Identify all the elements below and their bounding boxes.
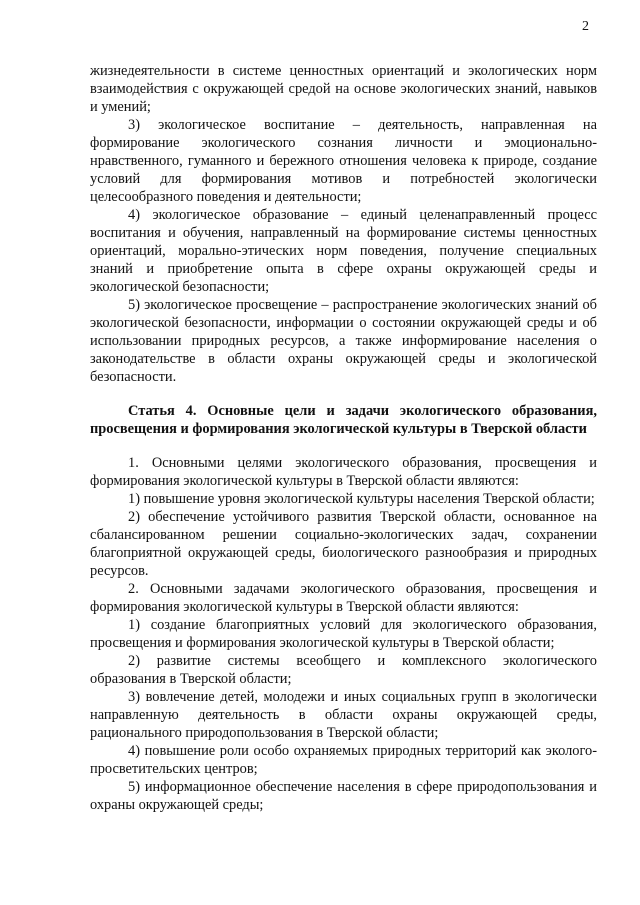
paragraph: 1. Основными целями экологического образования, просвещения и формирования экологической культуры в Тверской области являются:: [90, 455, 597, 489]
paragraph: 2) развитие системы всеобщего и комплексного экологического образования в Тверской области;: [90, 653, 597, 687]
paragraph: 5) экологическое просвещение – распространение экологических знаний об экологической безопасности, информации о состоянии окружающей среды и об использовании природных ресурсов, а также информирование населения о законодательстве в области охраны окружающей среды и экологической безопасности.: [90, 297, 597, 385]
article-heading: Статья 4. Основные цели и задачи экологического образования, просвещения и формирования экологической культуры в Тверской области: [90, 403, 597, 437]
paragraph: 1) создание благоприятных условий для экологического образования, просвещения и формирования экологической культуры в Тверской области;: [90, 617, 597, 651]
paragraph: 2) обеспечение устойчивого развития Тверской области, основанное на сбалансированном решении социально-экологических задач, сохранении благоприятной окружающей среды, биологического разнообразия и природных ресурсов.: [90, 509, 597, 579]
paragraph: 3) вовлечение детей, молодежи и иных социальных групп в экологически направленную деятельность в области охраны окружающей среды, рационального природопользования в Тверской области;: [90, 689, 597, 741]
paragraph: жизнедеятельности в системе ценностных ориентаций и экологических норм взаимодействия с окружающей средой на основе экологических знаний, навыков и умений;: [90, 63, 597, 115]
paragraph: 5) информационное обеспечение населения в сфере природопользования и охраны окружающей среды;: [90, 779, 597, 813]
document-body: [90, 62, 597, 814]
paragraph: 1) повышение уровня экологической культуры населения Тверской области;: [128, 491, 595, 507]
page-number: 2: [582, 19, 589, 34]
paragraph: 2. Основными задачами экологического образования, просвещения и формирования экологической культуры в Тверской области являются:: [90, 581, 597, 615]
paragraph: 4) повышение роли особо охраняемых природных территорий как эколого-просветительских центров;: [90, 743, 597, 777]
paragraph: 3) экологическое воспитание – деятельность, направленная на формирование экологического сознания личности и эмоционально-нравственного, гуманного и бережного отношения человека к природе, создание условий для формирования мотивов и потребностей экологически целесообразного поведения и деятельности;: [90, 117, 597, 205]
paragraph: 4) экологическое образование – единый целенаправленный процесс воспитания и обучения, направленный на формирование системы ценностных ориентаций, морально-этических норм поведения, получение специальных знаний и приобретение опыта в сфере охраны окружающей среды и экологической безопасности;: [90, 207, 597, 295]
